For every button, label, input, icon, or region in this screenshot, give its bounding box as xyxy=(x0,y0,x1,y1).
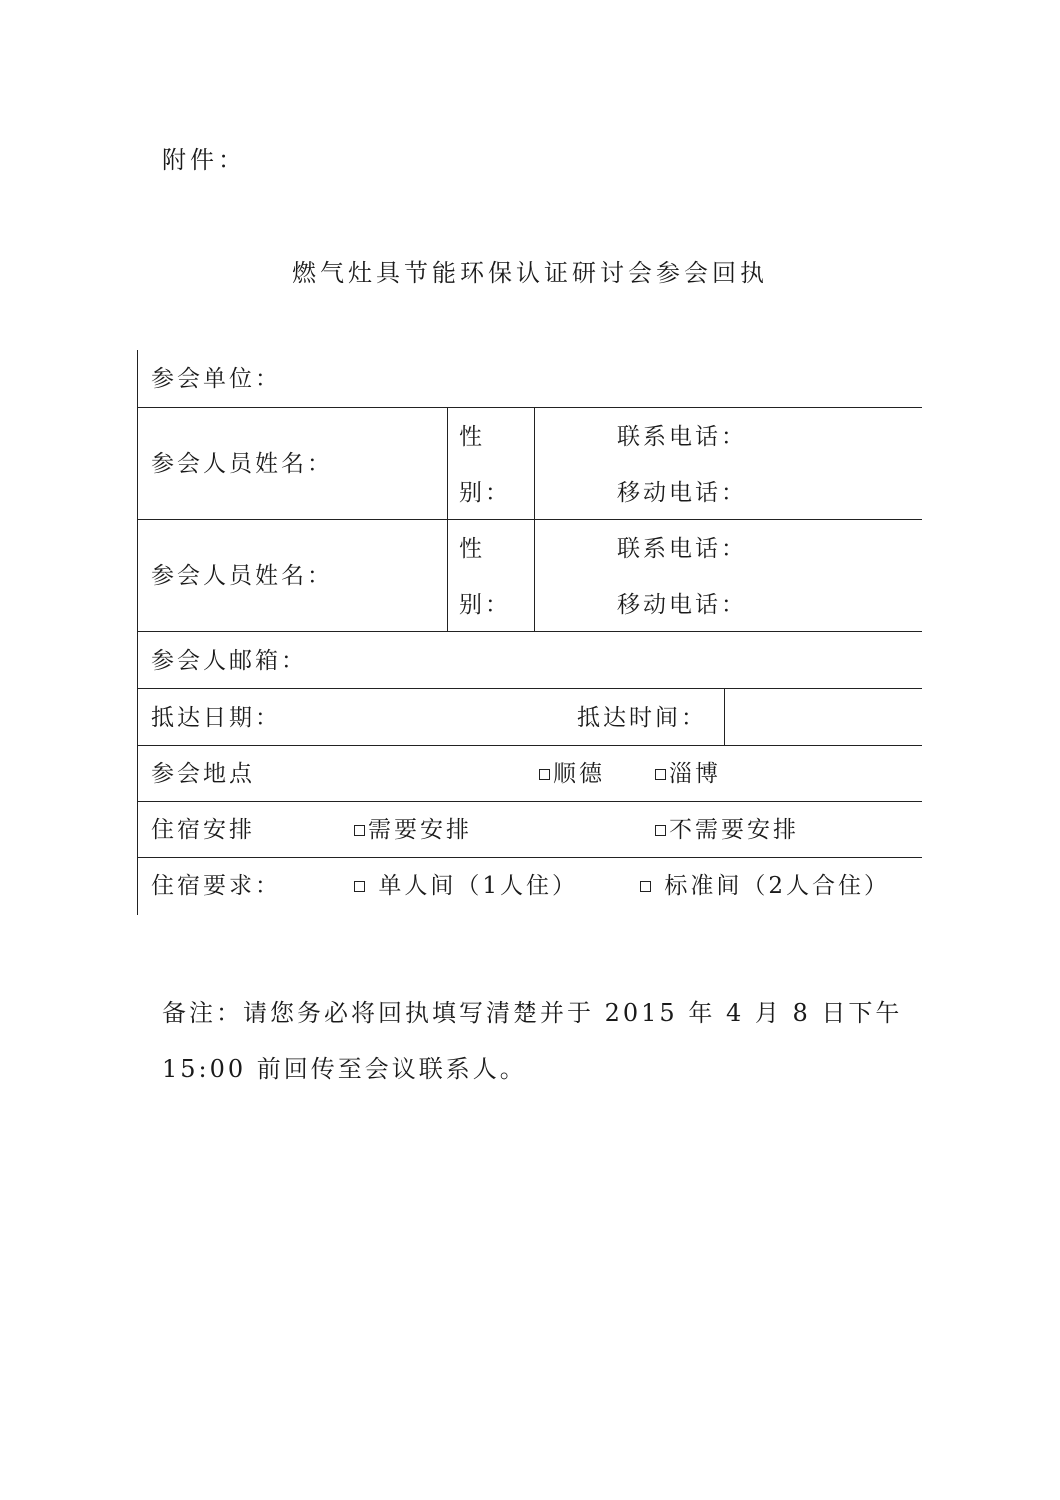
remark xyxy=(162,985,907,1097)
checkbox-icon[interactable] xyxy=(640,881,651,892)
room-option-standard[interactable] xyxy=(640,875,890,898)
checkbox-icon[interactable] xyxy=(354,881,365,892)
gender-label-top: 性 xyxy=(459,424,485,450)
attachment-label: 附件： xyxy=(162,146,246,174)
form-title: 燃气灶具节能环保认证研讨会参会回执 xyxy=(292,259,768,287)
lodging-option-needed[interactable] xyxy=(354,819,472,842)
venue-option-shunde[interactable] xyxy=(539,763,605,786)
column-divider xyxy=(534,407,535,631)
venue-option-zibo[interactable] xyxy=(655,763,721,786)
room-option-label: 单人间（1人住） xyxy=(378,873,578,899)
phone-label: 联系电话： xyxy=(617,424,747,450)
row-divider xyxy=(137,631,922,632)
lodging-label: 住宿安排 xyxy=(151,817,255,843)
left-border xyxy=(137,350,138,915)
arrival-time-label: 抵达时间： xyxy=(577,705,707,731)
lodging-option-label: 不需要安排 xyxy=(669,817,799,843)
row-divider xyxy=(137,857,922,858)
registration-form xyxy=(137,350,922,915)
mobile-label: 移动电话： xyxy=(617,592,747,618)
lodging-option-label: 需要安排 xyxy=(368,817,472,843)
gender-label-bottom: 别： xyxy=(459,592,511,618)
phone-label: 联系电话： xyxy=(617,536,747,562)
column-divider xyxy=(724,688,725,745)
column-divider xyxy=(447,407,448,631)
checkbox-icon[interactable] xyxy=(655,825,666,836)
attendee-name-label: 参会人员姓名： xyxy=(151,451,333,477)
row-divider xyxy=(137,407,922,408)
row-divider xyxy=(137,519,922,520)
row-divider xyxy=(137,688,922,689)
remark-line-2: 15:00 前回传至会议联系人。 xyxy=(162,1055,527,1083)
checkbox-icon[interactable] xyxy=(539,769,550,780)
gender-label-top: 性 xyxy=(459,536,485,562)
remark-line-1: 备注：请您务必将回执填写清楚并于 2015 年 4 月 8 日下午 xyxy=(162,999,903,1027)
email-label: 参会人邮箱： xyxy=(151,648,307,674)
room-label: 住宿要求： xyxy=(151,873,281,899)
unit-label: 参会单位： xyxy=(151,366,281,392)
gender-label-bottom: 别： xyxy=(459,480,511,506)
checkbox-icon[interactable] xyxy=(354,825,365,836)
venue-option-label: 顺德 xyxy=(553,761,605,787)
row-divider xyxy=(137,801,922,802)
venue-label: 参会地点 xyxy=(151,761,255,787)
venue-option-label: 淄博 xyxy=(669,761,721,787)
arrival-date-label: 抵达日期： xyxy=(151,705,281,731)
row-divider xyxy=(137,745,922,746)
mobile-label: 移动电话： xyxy=(617,480,747,506)
room-option-label: 标准间（2人合住） xyxy=(664,873,890,899)
checkbox-icon[interactable] xyxy=(655,769,666,780)
room-option-single[interactable] xyxy=(354,875,578,898)
attendee-name-label: 参会人员姓名： xyxy=(151,563,333,589)
lodging-option-not-needed[interactable] xyxy=(655,819,799,842)
